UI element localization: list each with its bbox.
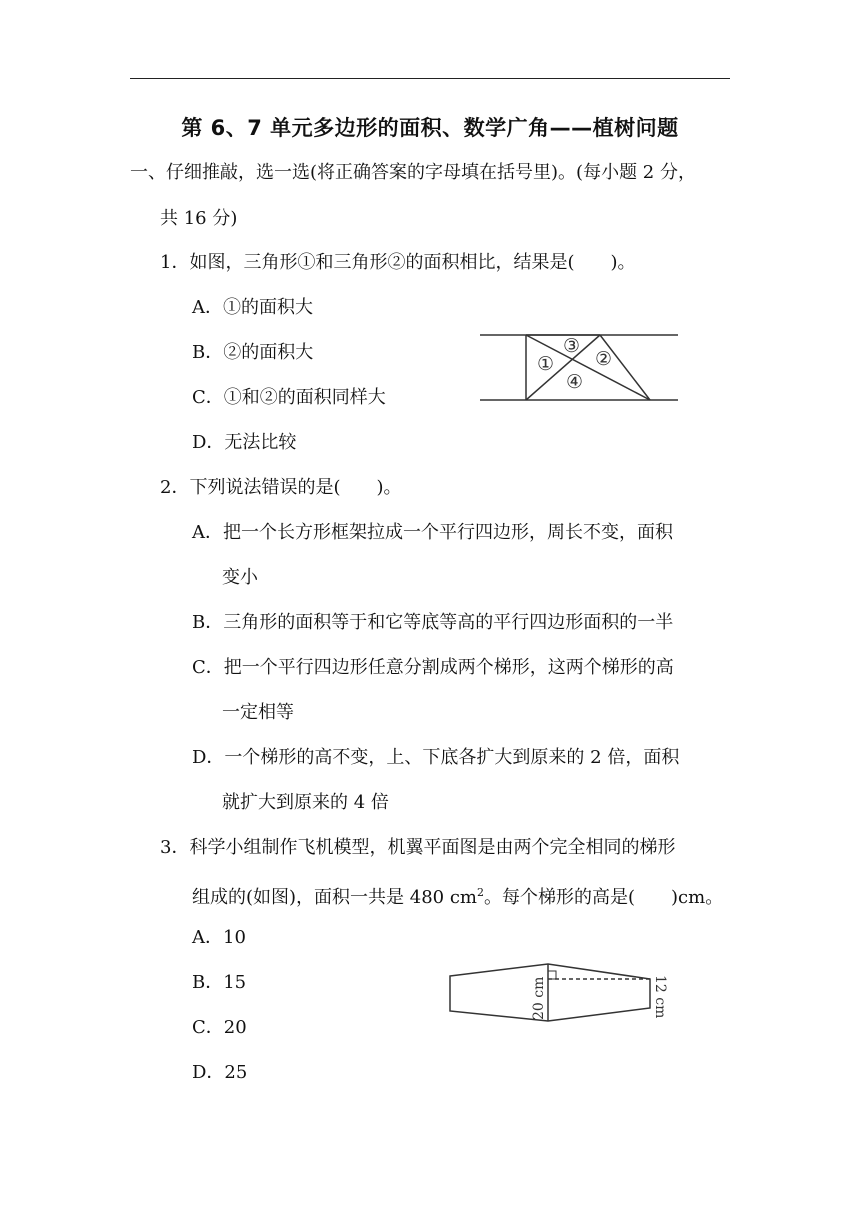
q3-wing-figure (440, 960, 680, 1030)
q3-stem-line1: 3．科学小组制作飞机模型，机翼平面图是由两个完全相同的梯形 (160, 837, 676, 858)
q2-option-b: B．三角形的面积等于和它等底等高的平行四边形面积的一半 (192, 612, 674, 633)
q1-option-c: C．①和②的面积同样大 (192, 387, 386, 408)
q3-label-12cm: 12 cm (652, 975, 668, 1019)
q3-label-20cm: 20 cm (531, 976, 547, 1020)
q3-stem-line2 (192, 881, 723, 910)
q3-stem-part2: 。每个梯形的高是( )cm。 (484, 887, 724, 908)
q1-triangle-figure (478, 328, 680, 408)
q2-option-c-line2: 一定相等 (222, 702, 294, 723)
q1-option-a: A．①的面积大 (192, 297, 313, 318)
q2-option-d-line1: D．一个梯形的高不变，上、下底各扩大到原来的 2 倍，面积 (192, 747, 680, 768)
q1-option-b: B．②的面积大 (192, 342, 314, 363)
q2-option-a-line2: 变小 (222, 567, 258, 588)
q3-option-c: C．20 (192, 1017, 247, 1038)
q2-option-d-line2: 就扩大到原来的 4 倍 (222, 792, 389, 813)
q2-option-a-line1: A．把一个长方形框架拉成一个平行四边形，周长不变，面积 (192, 522, 673, 543)
q3-option-d: D．25 (192, 1062, 248, 1083)
q3-stem-part1: 组成的(如图)，面积一共是 480 cm (192, 887, 477, 908)
section-heading-line2: 共 16 分) (160, 208, 238, 229)
q1-stem: 1．如图，三角形①和三角形②的面积相比，结果是( )。 (160, 252, 636, 273)
q1-option-d: D．无法比较 (192, 432, 297, 453)
figure-label-2: ② (595, 348, 613, 370)
figure-label-4: ④ (566, 371, 584, 393)
section-heading-line1: 一、仔细推敲，选一选(将正确答案的字母填在括号里)。(每小题 2 分， (130, 162, 696, 183)
top-rule (130, 78, 730, 79)
page-title: 第 6、7 单元多边形的面积、数学广角——植树问题 (181, 116, 679, 140)
q2-stem: 2．下列说法错误的是( )。 (160, 477, 402, 498)
q3-option-b: B．15 (192, 972, 247, 993)
q2-option-c-line1: C．把一个平行四边形任意分割成两个梯形，这两个梯形的高 (192, 657, 674, 678)
figure-label-3: ③ (563, 335, 581, 357)
figure-label-1: ① (537, 353, 555, 375)
q3-option-a: A．10 (192, 927, 246, 948)
q3-stem-superscript: 2 (477, 886, 484, 899)
